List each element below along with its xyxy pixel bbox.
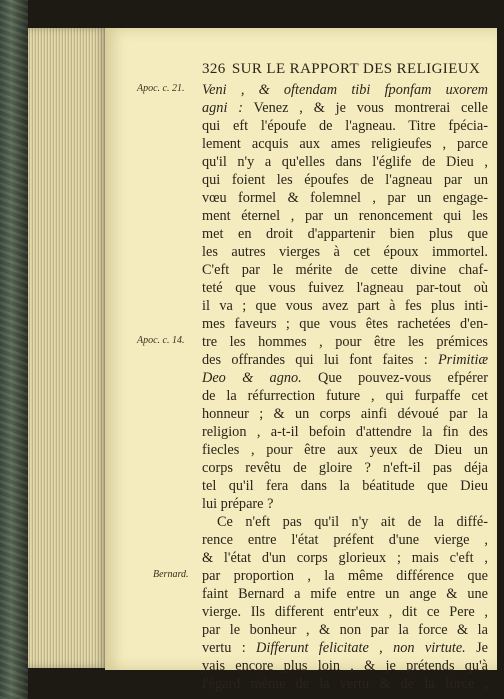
- text-line: [202, 477, 488, 495]
- text-run: Je: [465, 640, 488, 656]
- text-run: faint Bernard a mife entre un ange & une: [202, 586, 488, 602]
- text-line: [202, 207, 488, 225]
- text-line: [202, 369, 488, 387]
- book-page: [105, 28, 497, 692]
- text-line: [202, 567, 488, 585]
- text-line: [202, 387, 488, 405]
- text-run: religion , a-t-il befoin d'attendre la fin des: [202, 424, 488, 440]
- italic-phrase: Primitiæ: [437, 352, 488, 368]
- text-run: les autres vierges à cet époux immortel.: [202, 244, 488, 260]
- text-line: [217, 513, 488, 531]
- text-run: ment éternel , par un renoncement qui les: [202, 208, 488, 224]
- text-line: [202, 621, 488, 639]
- text-run: mes faveurs ; que vous êtes rachetées d'en-: [202, 316, 488, 332]
- text-line: [202, 171, 488, 189]
- text-run: vierge. Ils different entr'eux , dit ce Pere ,: [202, 604, 488, 620]
- italic-phrase: Veni , & oftendam tibi fponfam uxorem: [202, 82, 488, 98]
- text-run: vais encore plus loin , & je prétends qu'à: [202, 658, 488, 674]
- text-run: Ce n'eft pas qu'il n'y ait de la diffé-: [217, 514, 488, 530]
- text-line: [202, 549, 488, 567]
- italic-phrase: Deo & agno.: [202, 370, 302, 386]
- text-line: [202, 99, 488, 117]
- text-run: tel qu'il fera dans la béatitude que Dieu: [202, 478, 488, 494]
- text-run: vertu :: [202, 640, 257, 656]
- italic-phrase: agni :: [202, 100, 243, 116]
- margin-note-apoc-14: Apoc. c. 14.: [137, 335, 185, 346]
- text-line: [202, 315, 488, 333]
- text-line: [202, 225, 488, 243]
- text-run: corps revêtu de gloire ? n'eft-il pas déja: [202, 460, 488, 476]
- text-line: [202, 405, 488, 423]
- text-run: des offrandes qui lui font faites :: [202, 352, 438, 368]
- text-line: [202, 531, 488, 549]
- running-title: SUR LE RAPPORT DES RELIGIEUX: [231, 61, 481, 77]
- text-run: il va ; que vous avez part à fes plus inti-: [202, 298, 488, 314]
- text-run: par le bonheur , & non par la force & la: [202, 622, 488, 638]
- text-line: [202, 441, 488, 459]
- margin-note-bernard: Bernard.: [153, 569, 189, 580]
- text-line: [202, 603, 488, 621]
- italic-phrase: Differunt felicitate , non virtute.: [256, 640, 466, 656]
- text-line: [202, 117, 488, 135]
- text-line: [202, 279, 488, 297]
- text-line: [202, 351, 488, 369]
- text-run: lui prépare ?: [202, 496, 274, 512]
- page-number: 326: [202, 61, 226, 77]
- text-line: [202, 261, 488, 279]
- text-run: lement acquis aux ames religieufes , parce: [202, 136, 488, 152]
- text-line: [202, 189, 488, 207]
- text-line: [202, 657, 488, 675]
- margin-note-apoc-21: Apoc. c. 21.: [137, 83, 185, 94]
- text-line: [202, 81, 488, 99]
- text-line: [202, 135, 488, 153]
- text-run: l'égard même de la vertu & de la force ,: [202, 676, 488, 692]
- text-run: qui eft l'époufe de l'agneau. Titre fpécia-: [202, 118, 488, 134]
- text-run: de la réfurrection future , qui furpaffe cet: [202, 388, 488, 404]
- text-line: [202, 495, 488, 513]
- running-head: [202, 61, 487, 78]
- text-run: par proportion , la même différence que: [202, 568, 488, 584]
- text-run: & l'état d'un corps glorieux ; mais c'eft ,: [202, 550, 488, 566]
- book-cover-edge: [0, 0, 28, 699]
- text-line: [202, 297, 488, 315]
- text-run: C'eft par le mérite de cette divine chaf-: [202, 262, 488, 278]
- text-run: qu'il n'y a qu'elles dans l'églife de Dieu ,: [202, 154, 488, 170]
- text-line: [202, 675, 488, 693]
- text-run: Que pouvez-vous efpérer: [301, 370, 488, 386]
- text-run: rence entre l'état préfent d'une vierge ,: [202, 532, 488, 548]
- page-stack-edges: [28, 28, 108, 668]
- text-line: [202, 459, 488, 477]
- text-line: [202, 243, 488, 261]
- text-line: [202, 153, 488, 171]
- text-run: fiecles , pour être aux yeux de Dieu un: [202, 442, 488, 458]
- text-run: honneur ; & un corps ainfi dévoué par la: [202, 406, 488, 422]
- text-line: [202, 639, 488, 657]
- text-run: met en droit d'appartenir bien plus que: [202, 226, 488, 242]
- text-run: Venez , & je vous montrerai celle: [243, 100, 488, 116]
- text-run: vœu formel & folemnel , par un engage-: [202, 190, 488, 206]
- text-run: teté que vous fuivez l'agneau par-tout où: [202, 280, 488, 296]
- text-run: tre les hommes , pour être les prémices: [202, 334, 488, 350]
- text-line: [202, 585, 488, 603]
- text-line: [202, 423, 488, 441]
- text-line: [202, 333, 488, 351]
- text-run: qui foient les époufes de l'agneau par un: [202, 172, 488, 188]
